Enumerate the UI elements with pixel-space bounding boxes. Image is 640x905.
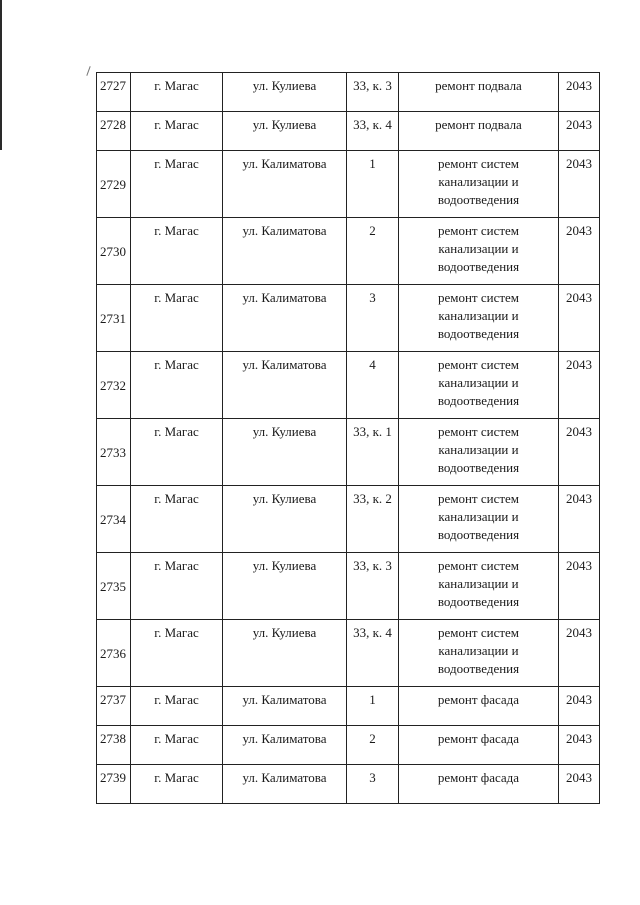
row-number: 2727 — [97, 73, 131, 112]
work-type-cell: ремонт систем канализации и водоотведения — [399, 285, 559, 352]
scan-tick-mark — [86, 66, 90, 76]
table-row — [97, 73, 600, 112]
work-type-cell: ремонт подвала — [399, 112, 559, 151]
street-cell: ул. Кулиева — [223, 553, 347, 620]
work-type-cell: ремонт фасада — [399, 726, 559, 765]
row-number: 2737 — [97, 687, 131, 726]
city-cell: г. Магас — [131, 620, 223, 687]
house-cell: 33, к. 3 — [347, 73, 399, 112]
city-cell: г. Магас — [131, 285, 223, 352]
work-type-cell: ремонт фасада — [399, 687, 559, 726]
city-cell: г. Магас — [131, 73, 223, 112]
table-row — [97, 112, 600, 151]
street-cell: ул. Кулиева — [223, 620, 347, 687]
row-number: 2733 — [97, 419, 131, 486]
city-cell: г. Магас — [131, 151, 223, 218]
house-cell: 2 — [347, 726, 399, 765]
row-number: 2732 — [97, 352, 131, 419]
row-number: 2731 — [97, 285, 131, 352]
table-row — [97, 218, 600, 285]
house-cell: 4 — [347, 352, 399, 419]
work-type-cell: ремонт систем канализации и водоотведения — [399, 419, 559, 486]
street-cell: ул. Калиматова — [223, 726, 347, 765]
year-cell: 2043 — [559, 687, 600, 726]
table-row — [97, 553, 600, 620]
street-cell: ул. Кулиева — [223, 112, 347, 151]
table-row — [97, 486, 600, 553]
row-number: 2736 — [97, 620, 131, 687]
work-type-cell: ремонт систем канализации и водоотведения — [399, 352, 559, 419]
year-cell: 2043 — [559, 73, 600, 112]
table-row — [97, 620, 600, 687]
city-cell: г. Магас — [131, 218, 223, 285]
row-number: 2738 — [97, 726, 131, 765]
street-cell: ул. Кулиева — [223, 419, 347, 486]
work-type-cell: ремонт систем канализации и водоотведения — [399, 486, 559, 553]
house-cell: 33, к. 3 — [347, 553, 399, 620]
house-cell: 33, к. 4 — [347, 620, 399, 687]
work-type-cell: ремонт систем канализации и водоотведения — [399, 151, 559, 218]
city-cell: г. Магас — [131, 486, 223, 553]
table-row — [97, 419, 600, 486]
city-cell: г. Магас — [131, 726, 223, 765]
house-cell: 1 — [347, 151, 399, 218]
street-cell: ул. Калиматова — [223, 765, 347, 804]
table-row — [97, 151, 600, 218]
row-number: 2735 — [97, 553, 131, 620]
year-cell: 2043 — [559, 726, 600, 765]
year-cell: 2043 — [559, 486, 600, 553]
year-cell: 2043 — [559, 765, 600, 804]
row-number: 2730 — [97, 218, 131, 285]
house-cell: 1 — [347, 687, 399, 726]
row-number: 2728 — [97, 112, 131, 151]
house-cell: 2 — [347, 218, 399, 285]
row-number: 2734 — [97, 486, 131, 553]
work-type-cell: ремонт систем канализации и водоотведения — [399, 620, 559, 687]
work-type-cell: ремонт систем канализации и водоотведения — [399, 553, 559, 620]
table-row — [97, 765, 600, 804]
table-row — [97, 726, 600, 765]
city-cell: г. Магас — [131, 687, 223, 726]
street-cell: ул. Калиматова — [223, 285, 347, 352]
year-cell: 2043 — [559, 151, 600, 218]
street-cell: ул. Калиматова — [223, 352, 347, 419]
year-cell: 2043 — [559, 419, 600, 486]
row-number: 2739 — [97, 765, 131, 804]
year-cell: 2043 — [559, 285, 600, 352]
house-cell: 3 — [347, 765, 399, 804]
year-cell: 2043 — [559, 620, 600, 687]
year-cell: 2043 — [559, 553, 600, 620]
street-cell: ул. Калиматова — [223, 151, 347, 218]
city-cell: г. Магас — [131, 765, 223, 804]
street-cell: ул. Калиматова — [223, 687, 347, 726]
street-cell: ул. Кулиева — [223, 486, 347, 553]
scan-edge-mark — [0, 0, 2, 150]
table-row — [97, 352, 600, 419]
row-number: 2729 — [97, 151, 131, 218]
city-cell: г. Магас — [131, 112, 223, 151]
house-cell: 33, к. 2 — [347, 486, 399, 553]
year-cell: 2043 — [559, 112, 600, 151]
year-cell: 2043 — [559, 352, 600, 419]
work-type-cell: ремонт подвала — [399, 73, 559, 112]
city-cell: г. Магас — [131, 553, 223, 620]
city-cell: г. Магас — [131, 352, 223, 419]
work-type-cell: ремонт фасада — [399, 765, 559, 804]
work-type-cell: ремонт систем канализации и водоотведения — [399, 218, 559, 285]
city-cell: г. Магас — [131, 419, 223, 486]
house-cell: 33, к. 4 — [347, 112, 399, 151]
street-cell: ул. Калиматова — [223, 218, 347, 285]
street-cell: ул. Кулиева — [223, 73, 347, 112]
house-cell: 33, к. 1 — [347, 419, 399, 486]
house-cell: 3 — [347, 285, 399, 352]
table-row — [97, 285, 600, 352]
table-row — [97, 687, 600, 726]
repair-schedule-table — [96, 72, 600, 804]
year-cell: 2043 — [559, 218, 600, 285]
